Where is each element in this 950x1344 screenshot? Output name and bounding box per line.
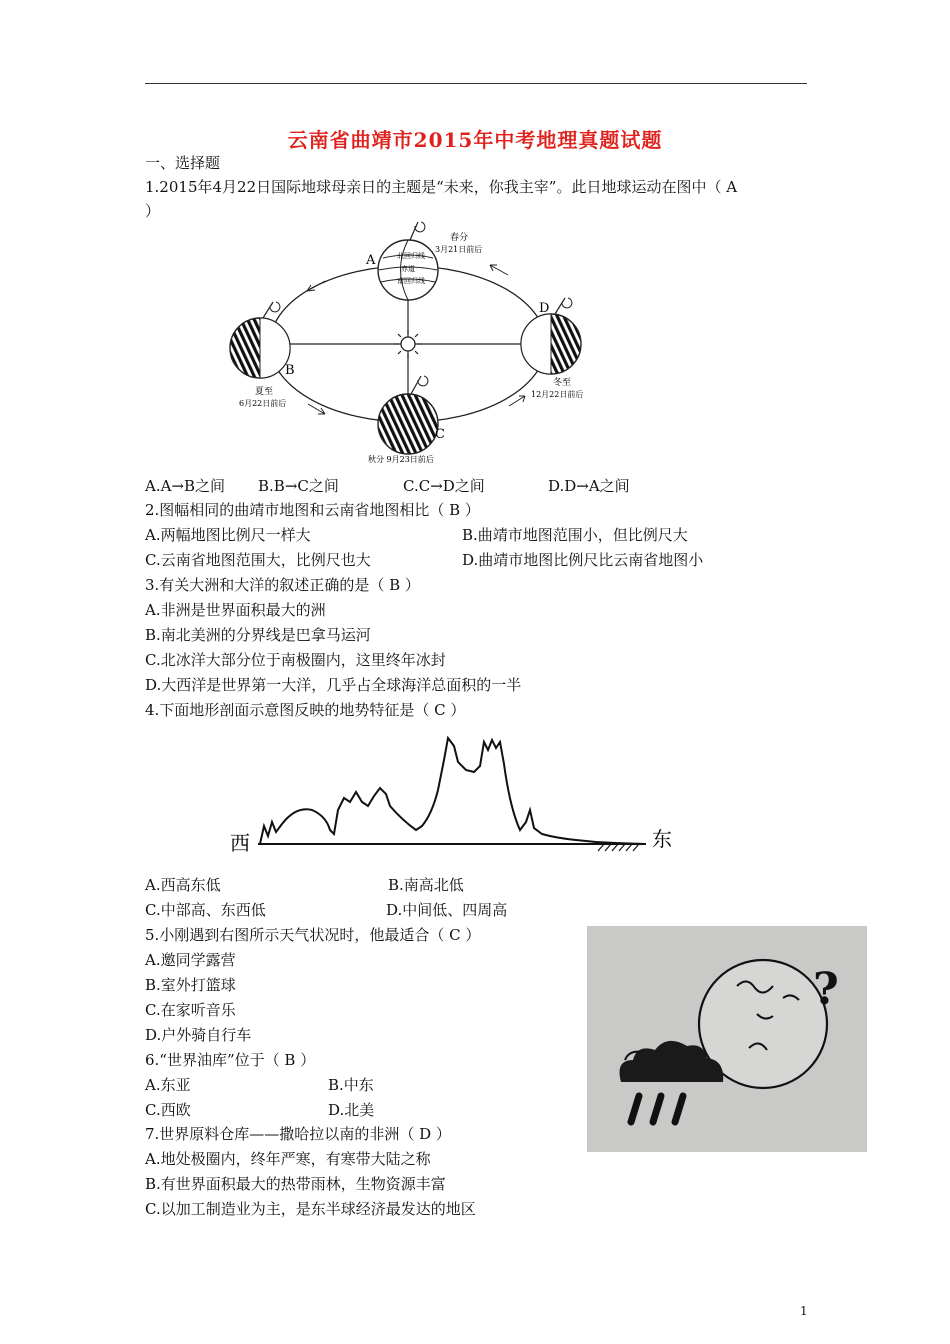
q2-option-a: A.两幅地图比例尺一样大 — [145, 526, 311, 544]
q1-option-b: B.B→C之间 — [258, 477, 339, 495]
svg-text:南回归线: 南回归线 — [397, 277, 425, 285]
q7-stem: 7.世界原料仓库——撒哈拉以南的非洲（ D ） — [145, 1125, 451, 1143]
q5-option-c: C.在家听音乐 — [145, 1001, 236, 1019]
q7-option-c: C.以加工制造业为主，是东半球经济最发达的地区 — [145, 1200, 476, 1218]
q1-stem-cont: ） — [145, 202, 161, 220]
spring-label: 春分 — [450, 233, 469, 243]
q1-stem: 1.2015年4月22日国际地球母亲日的主题是“未来，你我主宰”。此日地球运动在图中（ A — [145, 178, 738, 196]
west-label: 西 — [230, 831, 250, 855]
terrain-line — [260, 738, 644, 844]
autumn-label: 秋分 9月23日前后 — [368, 455, 434, 464]
q2-option-b: B.曲靖市地图范围小，但比例尺大 — [462, 526, 688, 544]
q1-option-c: C.C→D之间 — [403, 477, 485, 495]
terrain-profile-diagram — [226, 730, 678, 860]
q5-option-a: A.邀同学露营 — [145, 951, 236, 969]
section-heading: 一、选择题 — [145, 154, 221, 172]
question-mark-icon: ? — [813, 964, 839, 1015]
q4-option-c: C.中部高、东西低 — [145, 901, 266, 919]
winter-date: 12月22日前后 — [531, 390, 584, 399]
q2-option-c: C.云南省地图范围大，比例尺也大 — [145, 551, 371, 569]
q3-option-b: B.南北美洲的分界线是巴拿马运河 — [145, 626, 371, 644]
summer-date: 6月22日前后 — [239, 399, 287, 408]
spring-date: 3月21日前后 — [435, 245, 483, 254]
earth-d — [521, 298, 581, 374]
q3-option-c: C.北冰洋大部分位于南极圈内，这里终年冰封 — [145, 651, 446, 669]
q1-option-d: D.D→A之间 — [548, 477, 630, 495]
q7-option-b: B.有世界面积最大的热带雨林，生物资源丰富 — [145, 1175, 446, 1193]
earth-orbit-diagram — [225, 218, 605, 466]
q6-stem: 6.“世界油库”位于（ B ） — [145, 1051, 316, 1069]
q5-option-d: D.户外骑自行车 — [145, 1026, 252, 1044]
q3-stem: 3.有关大洲和大洋的叙述正确的是（ B ） — [145, 576, 420, 594]
q6-option-d: D.北美 — [328, 1101, 375, 1119]
label-c: C — [435, 427, 445, 442]
earth-a — [378, 222, 438, 300]
east-label: 东 — [652, 827, 672, 851]
label-b: B — [285, 363, 295, 378]
q3-option-a: A.非洲是世界面积最大的洲 — [145, 601, 326, 619]
q4-stem: 4.下面地形剖面示意图反映的地势特征是（ C ） — [145, 701, 466, 719]
page-title: 云南省曲靖市2015年中考地理真题试题 — [287, 128, 663, 152]
q6-option-b: B.中东 — [328, 1076, 374, 1094]
q6-option-c: C.西欧 — [145, 1101, 191, 1119]
svg-text:北回归线: 北回归线 — [397, 252, 425, 260]
label-d: D — [539, 301, 550, 316]
q4-option-a: A.西高东低 — [145, 876, 221, 894]
q2-option-d: D.曲靖市地图比例尺比云南省地图小 — [462, 551, 704, 569]
q3-option-d: D.大西洋是世界第一大洋，几乎占全球海洋总面积的一半 — [145, 676, 522, 694]
q2-stem: 2.图幅相同的曲靖市地图和云南省地图相比（ B ） — [145, 501, 480, 519]
svg-text:赤道: 赤道 — [401, 265, 415, 273]
weather-picture — [587, 926, 867, 1152]
q5-option-b: B.室外打篮球 — [145, 976, 236, 994]
q1-option-a: A.A→B之间 — [145, 477, 226, 495]
winter-label: 冬至 — [553, 378, 572, 388]
q7-option-a: A.地处极圈内，终年严寒，有寒带大陆之称 — [145, 1150, 431, 1168]
q6-option-a: A.东亚 — [145, 1076, 191, 1094]
q4-option-d: D.中间低、四周高 — [386, 901, 508, 919]
label-a: A — [366, 253, 376, 268]
page-number: 1 — [800, 1304, 808, 1318]
header-rule — [145, 83, 807, 84]
q4-option-b: B.南高北低 — [388, 876, 464, 894]
q5-stem: 5.小刚遇到右图所示天气状况时，他最适合（ C ） — [145, 926, 481, 944]
summer-label: 夏至 — [255, 387, 274, 397]
